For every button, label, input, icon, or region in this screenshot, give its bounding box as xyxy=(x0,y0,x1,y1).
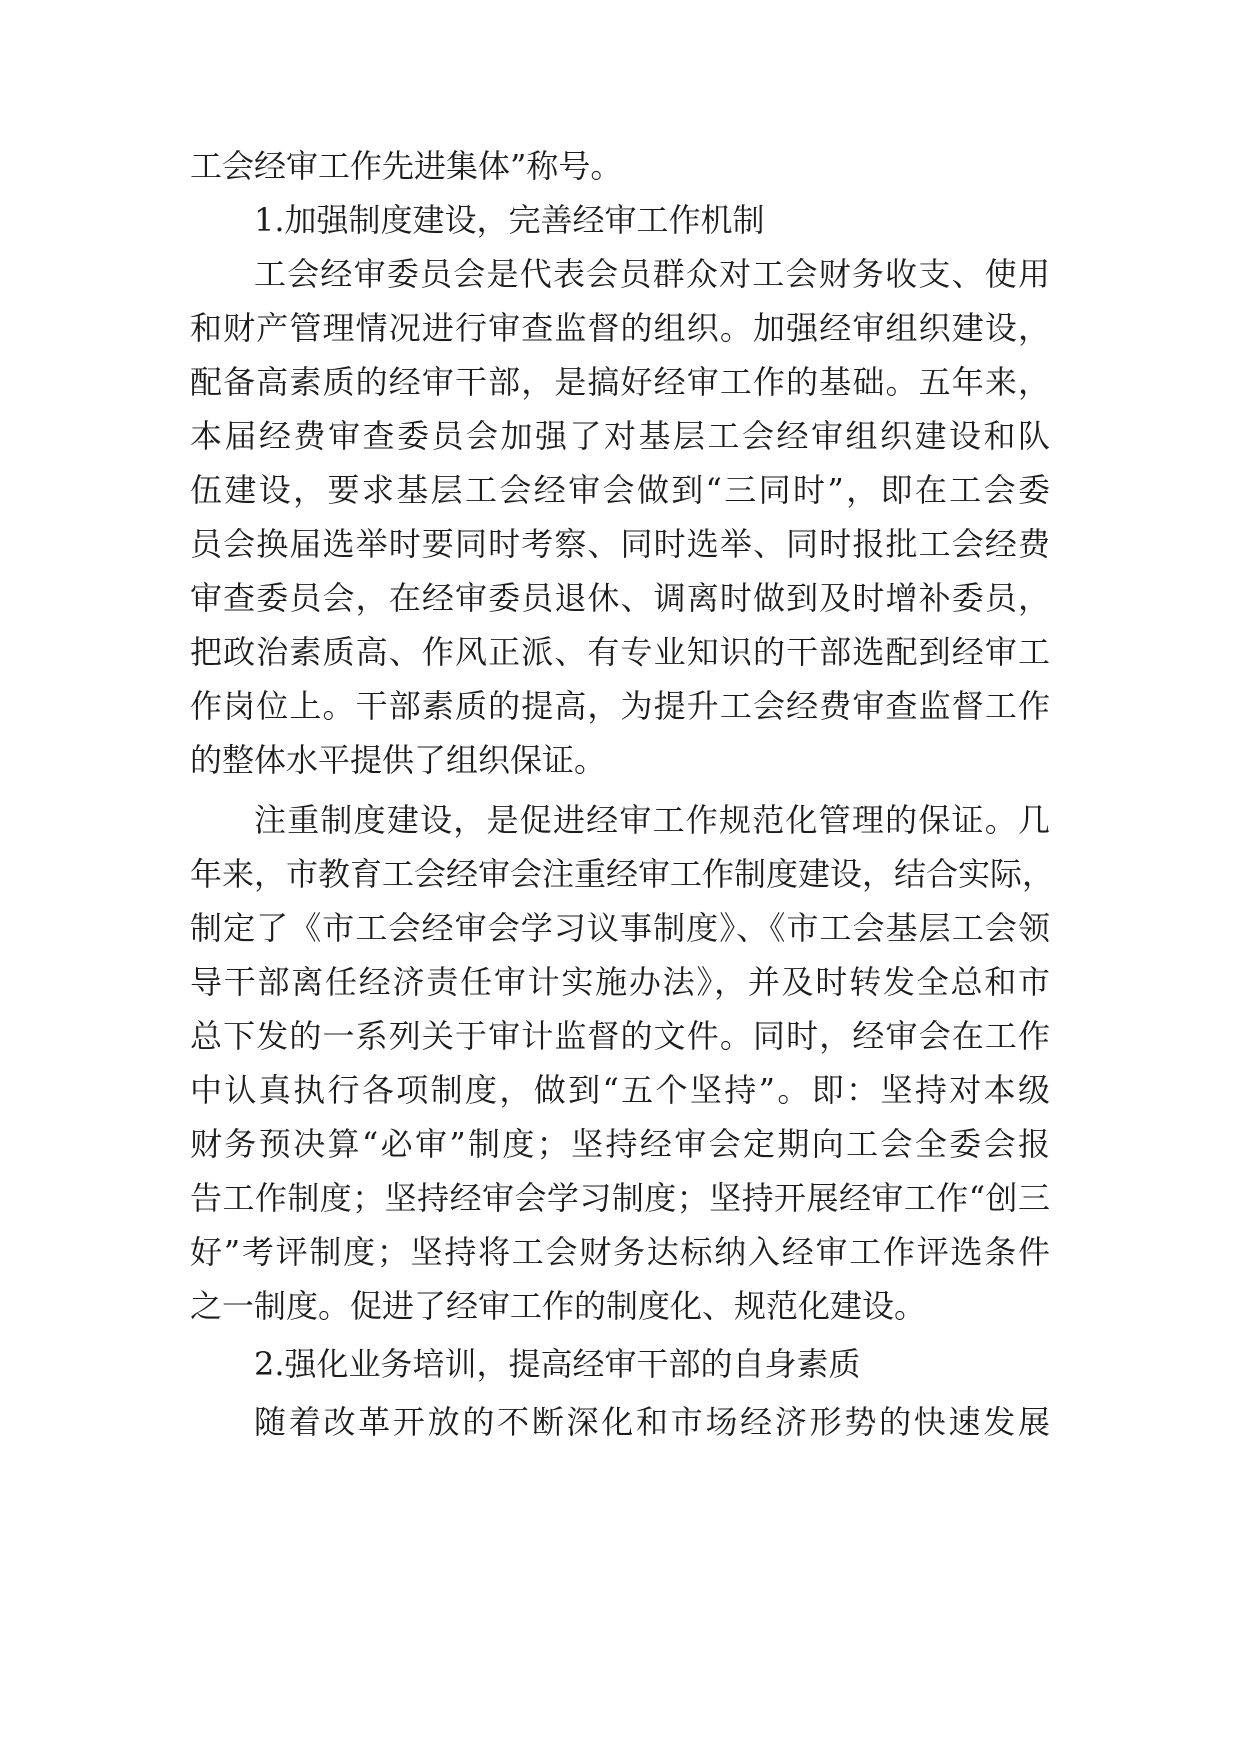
paragraph-line: 中认真执行各项制度，做到“五个坚持”。即：坚持对本级 xyxy=(190,1071,1050,1109)
paragraph-line: 之一制度。促进了经审工作的制度化、规范化建设。 xyxy=(190,1287,927,1325)
paragraph-line: 随着改革开放的不断深化和市场经济形势的快速发展 xyxy=(254,1403,1050,1441)
paragraph-line: 总下发的一系列关于审计监督的文件。同时，经审会在工作 xyxy=(190,1017,1050,1055)
paragraph-line: 工会经审委员会是代表会员群众对工会财务收支、使用 xyxy=(254,255,1050,293)
paragraph-line: 配备高素质的经审干部，是搞好经审工作的基础。五年来， xyxy=(190,363,1050,401)
paragraph-line: 的整体水平提供了组织保证。 xyxy=(190,741,607,779)
paragraph-line: 和财产管理情况进行审查监督的组织。加强经审组织建设， xyxy=(190,309,1050,347)
paragraph-line: 本届经费审查委员会加强了对基层工会经审组织建设和队 xyxy=(190,417,1050,455)
paragraph-line: 伍建设，要求基层工会经审会做到“三同时”，即在工会委 xyxy=(190,471,1050,509)
paragraph-line: 财务预决算“必审”制度；坚持经审会定期向工会全委会报 xyxy=(190,1125,1050,1163)
paragraph-line: 好”考评制度；坚持将工会财务达标纳入经审工作评选条件 xyxy=(190,1233,1050,1271)
paragraph-line: 告工作制度；坚持经审会学习制度；坚持开展经审工作“创三 xyxy=(190,1179,1050,1217)
paragraph-line: 把政治素质高、作风正派、有专业知识的干部选配到经审工 xyxy=(190,633,1050,671)
paragraph-line: 导干部离任经济责任审计实施办法》，并及时转发全总和市 xyxy=(190,963,1050,1001)
paragraph-line: 工会经审工作先进集体”称号。 xyxy=(190,147,623,185)
paragraph-line: 审查委员会，在经审委员退休、调离时做到及时增补委员， xyxy=(190,579,1050,617)
paragraph-line: 注重制度建设，是促进经审工作规范化管理的保证。几 xyxy=(254,801,1050,839)
paragraph-line: 年来，市教育工会经审会注重经审工作制度建设，结合实际， xyxy=(190,855,1055,893)
paragraph-line: 作岗位上。干部素质的提高，为提升工会经费审查监督工作 xyxy=(190,687,1050,725)
section-heading-2: 2.强化业务培训，提高经审干部的自身素质 xyxy=(254,1345,861,1383)
paragraph-line: 员会换届选举时要同时考察、同时选举、同时报批工会经费 xyxy=(190,525,1050,563)
paragraph-line: 制定了《市工会经审会学习议事制度》、《市工会基层工会领 xyxy=(190,909,1050,947)
section-heading-1: 1.加强制度建设，完善经审工作机制 xyxy=(254,201,765,239)
